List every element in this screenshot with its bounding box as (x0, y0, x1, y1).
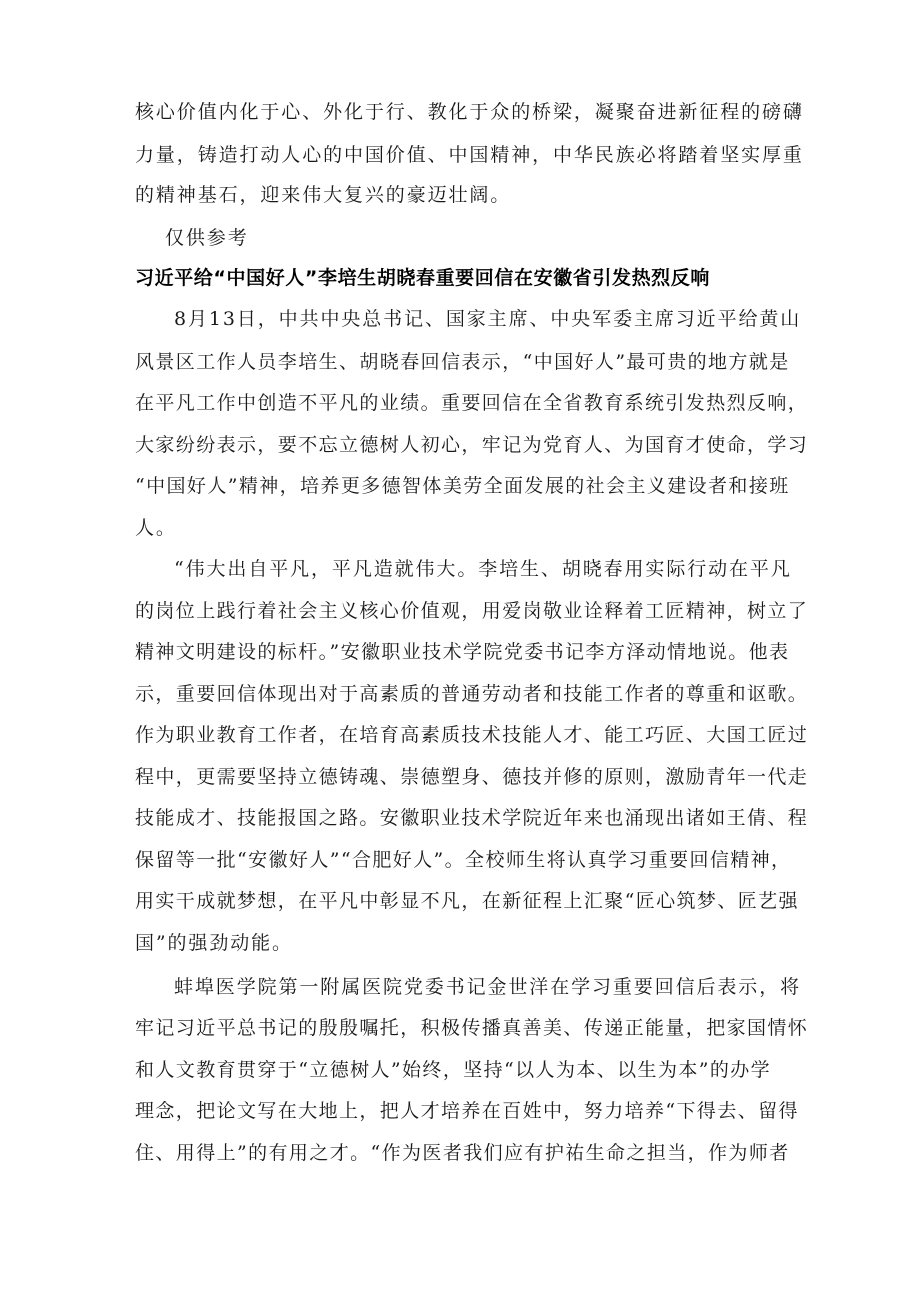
paragraph-line: 8月13日，中共中央总书记、国家主席、中央军委主席习近平给黄山 (174, 308, 802, 330)
reference-note: 仅供参考 (165, 227, 249, 249)
paragraph-line: 在平凡工作中创造不平凡的业绩。重要回信在全省教育系统引发热烈反响， (135, 392, 809, 414)
paragraph-line: 示，重要回信体现出对于高素质的普通劳动者和技能工作者的尊重和讴歌。 (135, 683, 809, 705)
paragraph-line: 精神文明建设的标杆。”安徽职业技术学院党委书记李方泽动情地说。他表 (135, 641, 790, 663)
paragraph-line: 理念，把论文写在大地上，把人才培养在百姓中，努力培养“下得去、留得 (135, 1100, 799, 1122)
paragraph-line: “中国好人”精神，培养更多德智体美劳全面发展的社会主义建设者和接班 (135, 475, 790, 497)
paragraph-line: 技能成才、技能报国之路。安徽职业技术学院近年来也涌现出诸如王倩、程 (135, 807, 809, 829)
paragraph-line: 的岗位上践行着社会主义核心价值观，用爱岗敬业诠释着工匠精神，树立了 (135, 600, 809, 622)
paragraph-line: 风景区工作人员李培生、胡晓春回信表示，“中国好人”最可贵的地方就是 (135, 351, 790, 373)
paragraph-line: 程中，更需要坚持立德铸魂、崇德塑身、德技并修的原则，激励青年一代走 (135, 766, 809, 788)
paragraph-line: 力量，铸造打动人心的中国价值、中国精神，中华民族必将踏着坚实厚重 (135, 144, 804, 166)
paragraph-line: 人。 (135, 517, 177, 539)
paragraph-line: 大家纷纷表示，要不忘立德树人初心，牢记为党育人、为国育才使命，学习 (135, 434, 809, 456)
paragraph-line: 国”的强劲动能。 (135, 932, 293, 954)
paragraph-line: 和人文教育贯穿于“立德树人”始终，坚持“以人为本、以生为本”的办学 (135, 1059, 772, 1081)
article-title: 习近平给“中国好人”李培生胡晓春重要回信在安徽省引发热烈反响 (135, 267, 710, 289)
paragraph-line: 牢记习近平总书记的殷殷嘱托，积极传播真善美、传递正能量，把家国情怀 (135, 1017, 809, 1039)
paragraph-line: 蚌埠医学院第一附属医院党委书记金世洋在学习重要回信后表示，将 (174, 976, 802, 998)
paragraph-line: “伟大出自平凡，平凡造就伟大。李培生、胡晓春用实际行动在平凡 (174, 558, 792, 580)
paragraph-line: 住、用得上”的有用之才。“作为医者我们应有护祐生命之担当，作为师者 (135, 1142, 790, 1164)
paragraph-line: 作为职业教育工作者，在培育高素质技术技能人才、能工巧匠、大国工匠过 (135, 724, 809, 746)
paragraph-line: 保留等一批“安徽好人”“合肥好人”。全校师生将认真学习重要回信精神， (135, 849, 792, 871)
paragraph-line: 核心价值内化于心、外化于行、教化于众的桥梁，凝聚奋进新征程的磅礴 (135, 101, 804, 123)
paragraph-line: 用实干成就梦想，在平凡中彰显不凡，在新征程上汇聚“匠心筑梦、匠艺强 (135, 890, 799, 912)
paragraph-line: 的精神基石，迎来伟大复兴的豪迈壮阔。 (135, 184, 512, 206)
